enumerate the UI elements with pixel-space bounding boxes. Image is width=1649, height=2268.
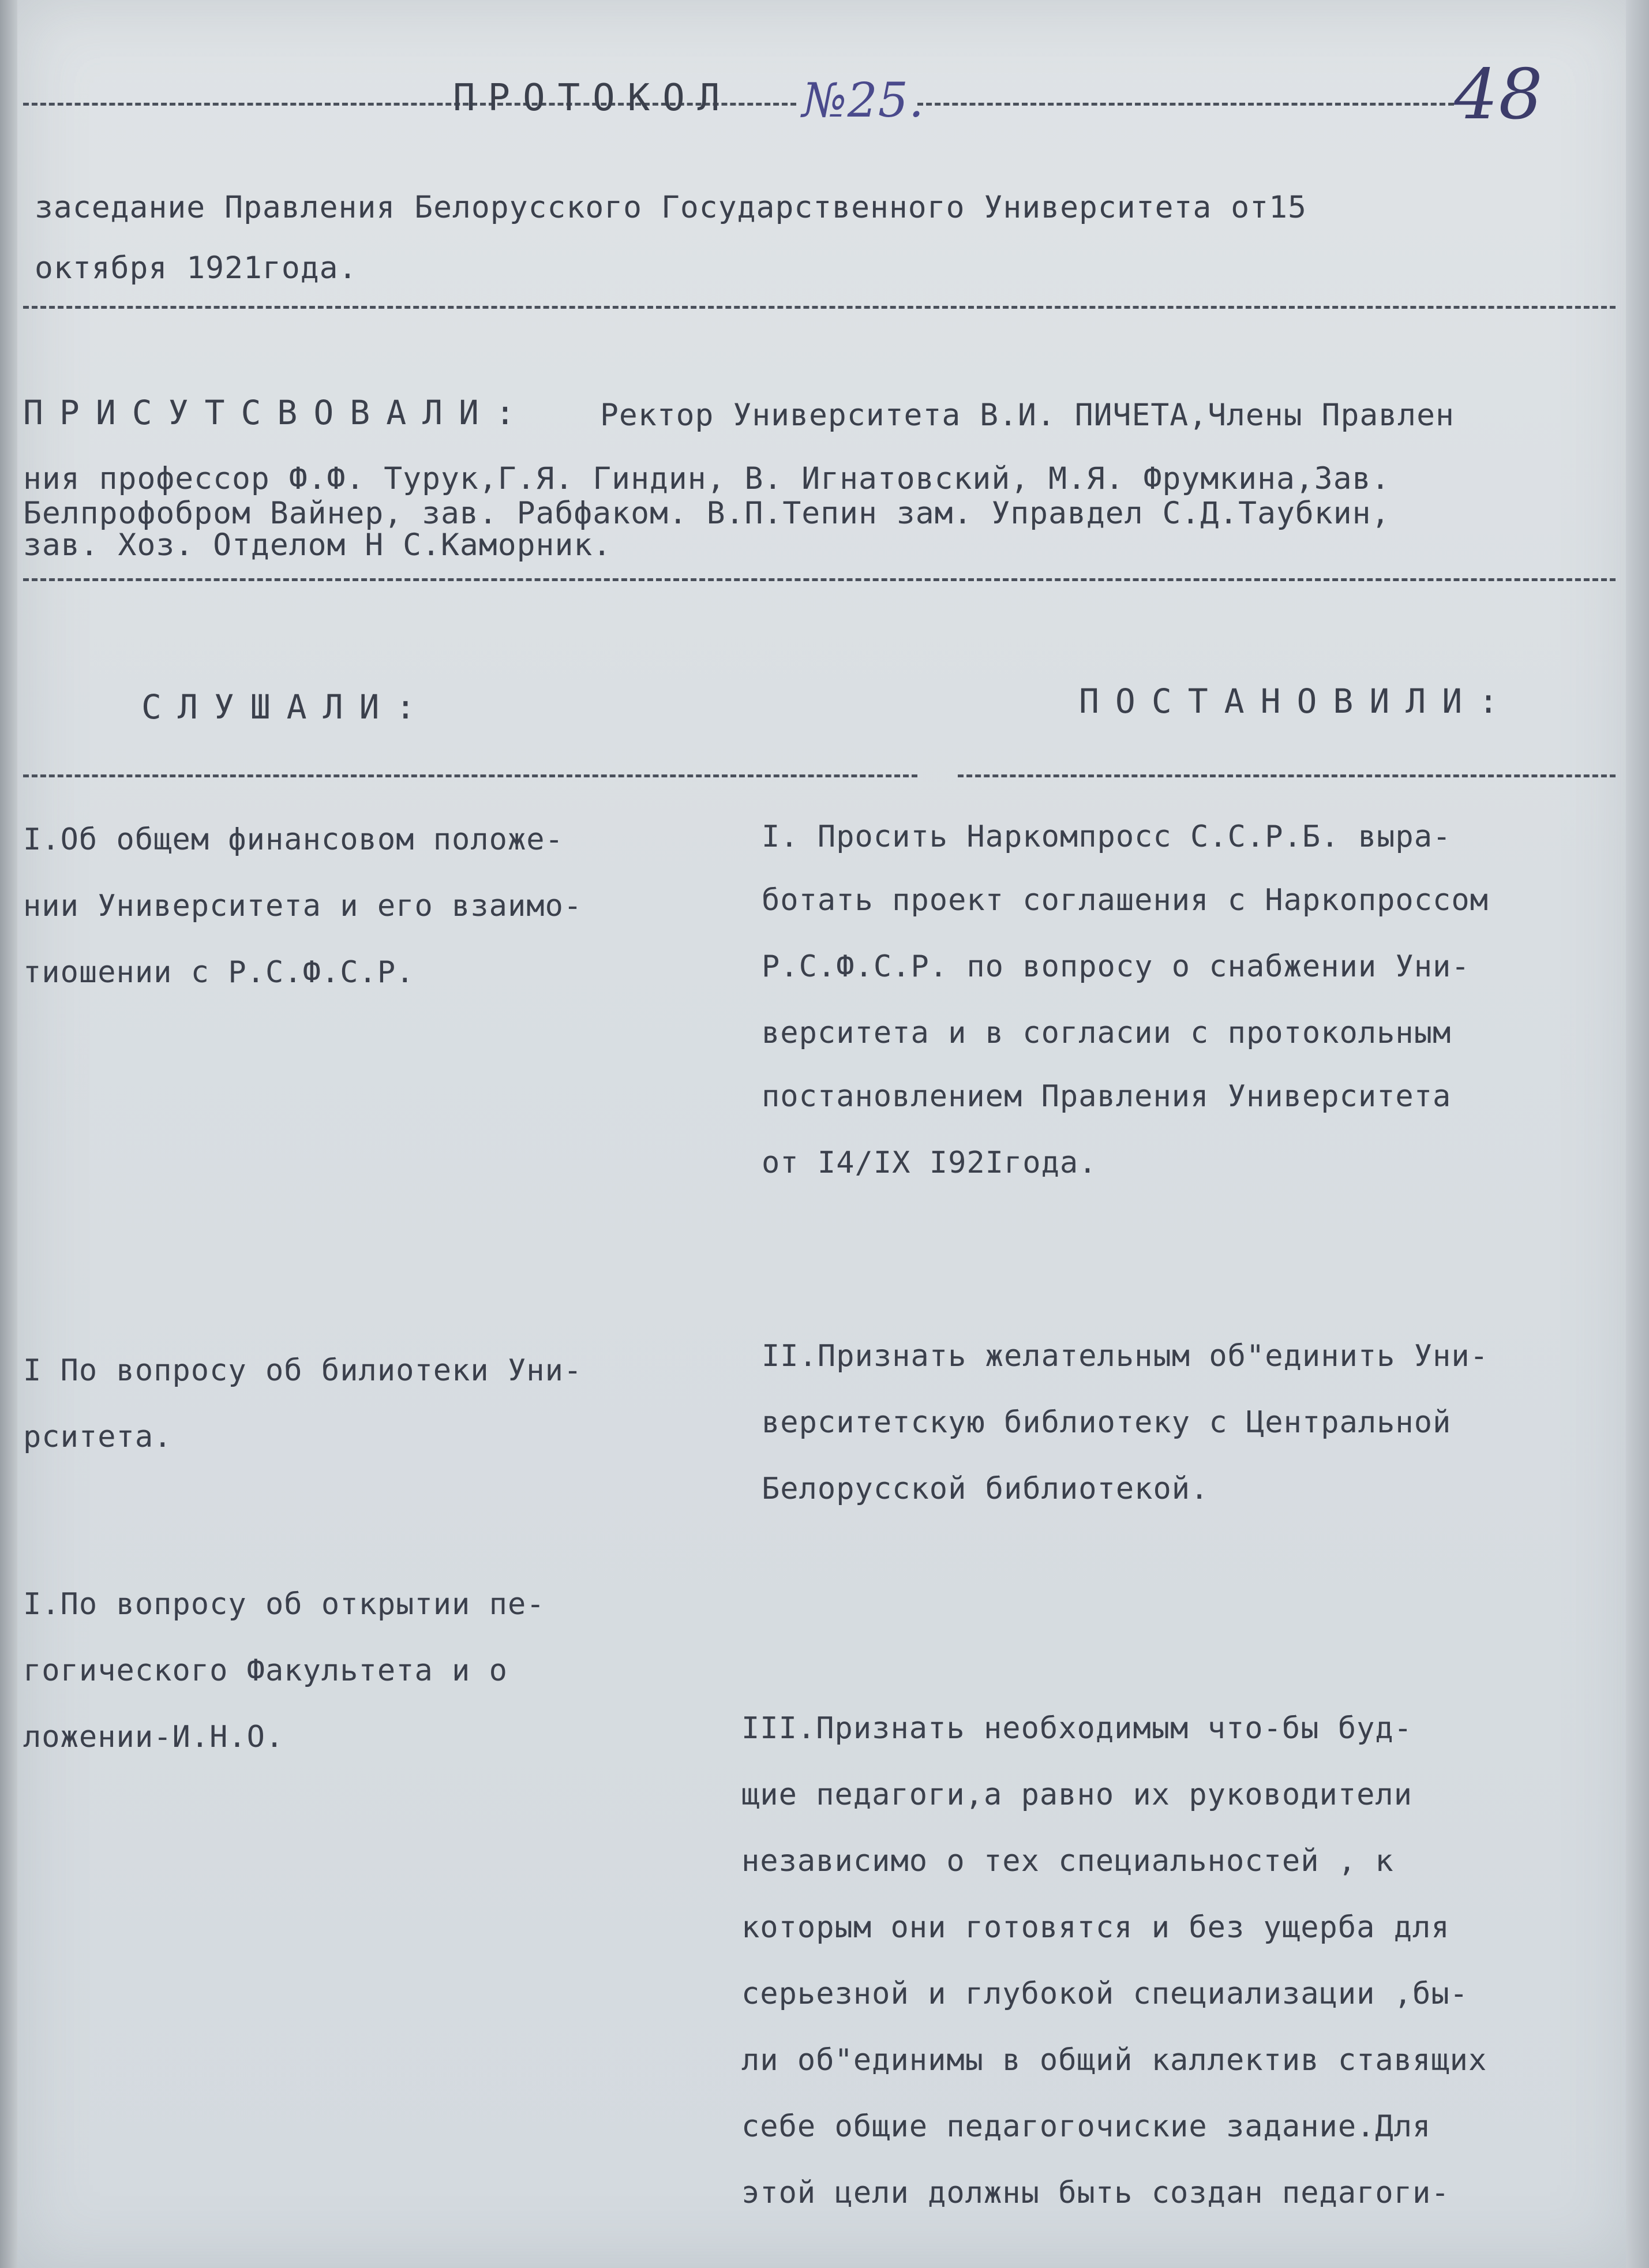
present-divider [23,578,1616,581]
present-line2: ния профессор Ф.Ф. Турук,Г.Я. Гиндин, В. Игнатовский, М.Я. Фрумкина,Зав. [23,461,1391,496]
present-line1: Ректор Университета В.И. ПИЧЕТА,Члены Правлен [600,398,1455,433]
item2-resolved-line1: II.Признать желательным об"единить Уни- [762,1339,1489,1373]
item1-resolved-line4: верситета и в согласии с протокольным [762,1016,1452,1050]
resolved-column-header: ПОСТАНОВИЛИ: [1079,682,1515,721]
page-edge-right [1626,0,1649,2268]
item3-resolved-line8: этой цели должны быть создан педагоги- [741,2176,1450,2210]
item1-resolved-line1: I. Просить Наркомпросс С.С.Р.Б. выра- [762,819,1452,854]
item2-heard-line2: рситета. [23,1420,173,1454]
item3-resolved-line3: независимо о тех специальностей , к [741,1844,1394,1878]
protocol-subtitle-line2: октября 1921года. [35,250,358,286]
item3-resolved-line1: III.Признать необходимым что-бы буд- [741,1711,1413,1746]
protocol-number: №25. [802,73,925,128]
item1-resolved-line5: постановлением Правления Университета [762,1079,1452,1114]
archive-mark: 48 [1454,55,1543,135]
item3-heard-line1: I.По вопросу об открытии пе- [23,1587,545,1622]
item3-heard-line3: ложении-И.Н.О. [23,1720,284,1754]
item1-resolved-line6: от I4/IX I92Iгода. [762,1146,1097,1180]
item2-resolved-line3: Белорусской библиотекой. [762,1472,1209,1506]
header-divider-left [23,774,917,777]
header-divider-right [958,774,1616,777]
item2-resolved-line2: верситетскую библиотеку с Центральной [762,1405,1452,1440]
item3-resolved-line5: серьезной и глубокой специализации ,бы- [741,1977,1468,2011]
item1-heard-line3: тиошении с Р.С.Ф.С.Р. [23,955,415,990]
item3-resolved-line2: щие педагоги,а равно их руководители [741,1777,1413,1812]
heard-column-header: СЛУШАЛИ: [141,687,432,727]
item1-resolved-line3: Р.С.Ф.С.Р. по вопросу о снабжении Уни- [762,949,1470,984]
item2-heard-line1: I По вопросу об билиотеки Уни- [23,1353,583,1388]
item1-resolved-line2: ботать проект соглашения с Наркопроссом [762,883,1489,918]
protocol-title: ПРОТОКОЛ [453,77,733,119]
document-page [17,0,1633,2268]
item1-heard-line2: нии Университета и его взаимо- [23,889,583,923]
protocol-subtitle-line1: заседание Правления Белорусского Государственного Университета от15 [35,190,1307,225]
page-edge-left [0,0,17,2268]
item3-heard-line2: гогического Факультета и о [23,1653,508,1688]
subtitle-divider [23,306,1616,309]
item3-resolved-line6: ли об"единимы в общий каллектив ставящих [741,2043,1487,2078]
present-label: ПРИСУТСВОВАЛИ: [23,393,531,432]
present-line4: зав. Хоз. Отделом Н С.Каморник. [23,527,612,563]
item3-resolved-line4: которым они готовятся и без ущерба для [741,1910,1450,1945]
top-divider-right [917,103,1454,106]
present-line3: Белпрофобром Вайнер, зав. Рабфаком. В.П.Тепин зам. Управдел С.Д.Таубкин, [23,496,1391,531]
item3-resolved-line7: себе общие педагогочиские задание.Для [741,2109,1431,2144]
item1-heard-line1: I.Об общем финансовом положе- [23,822,564,857]
